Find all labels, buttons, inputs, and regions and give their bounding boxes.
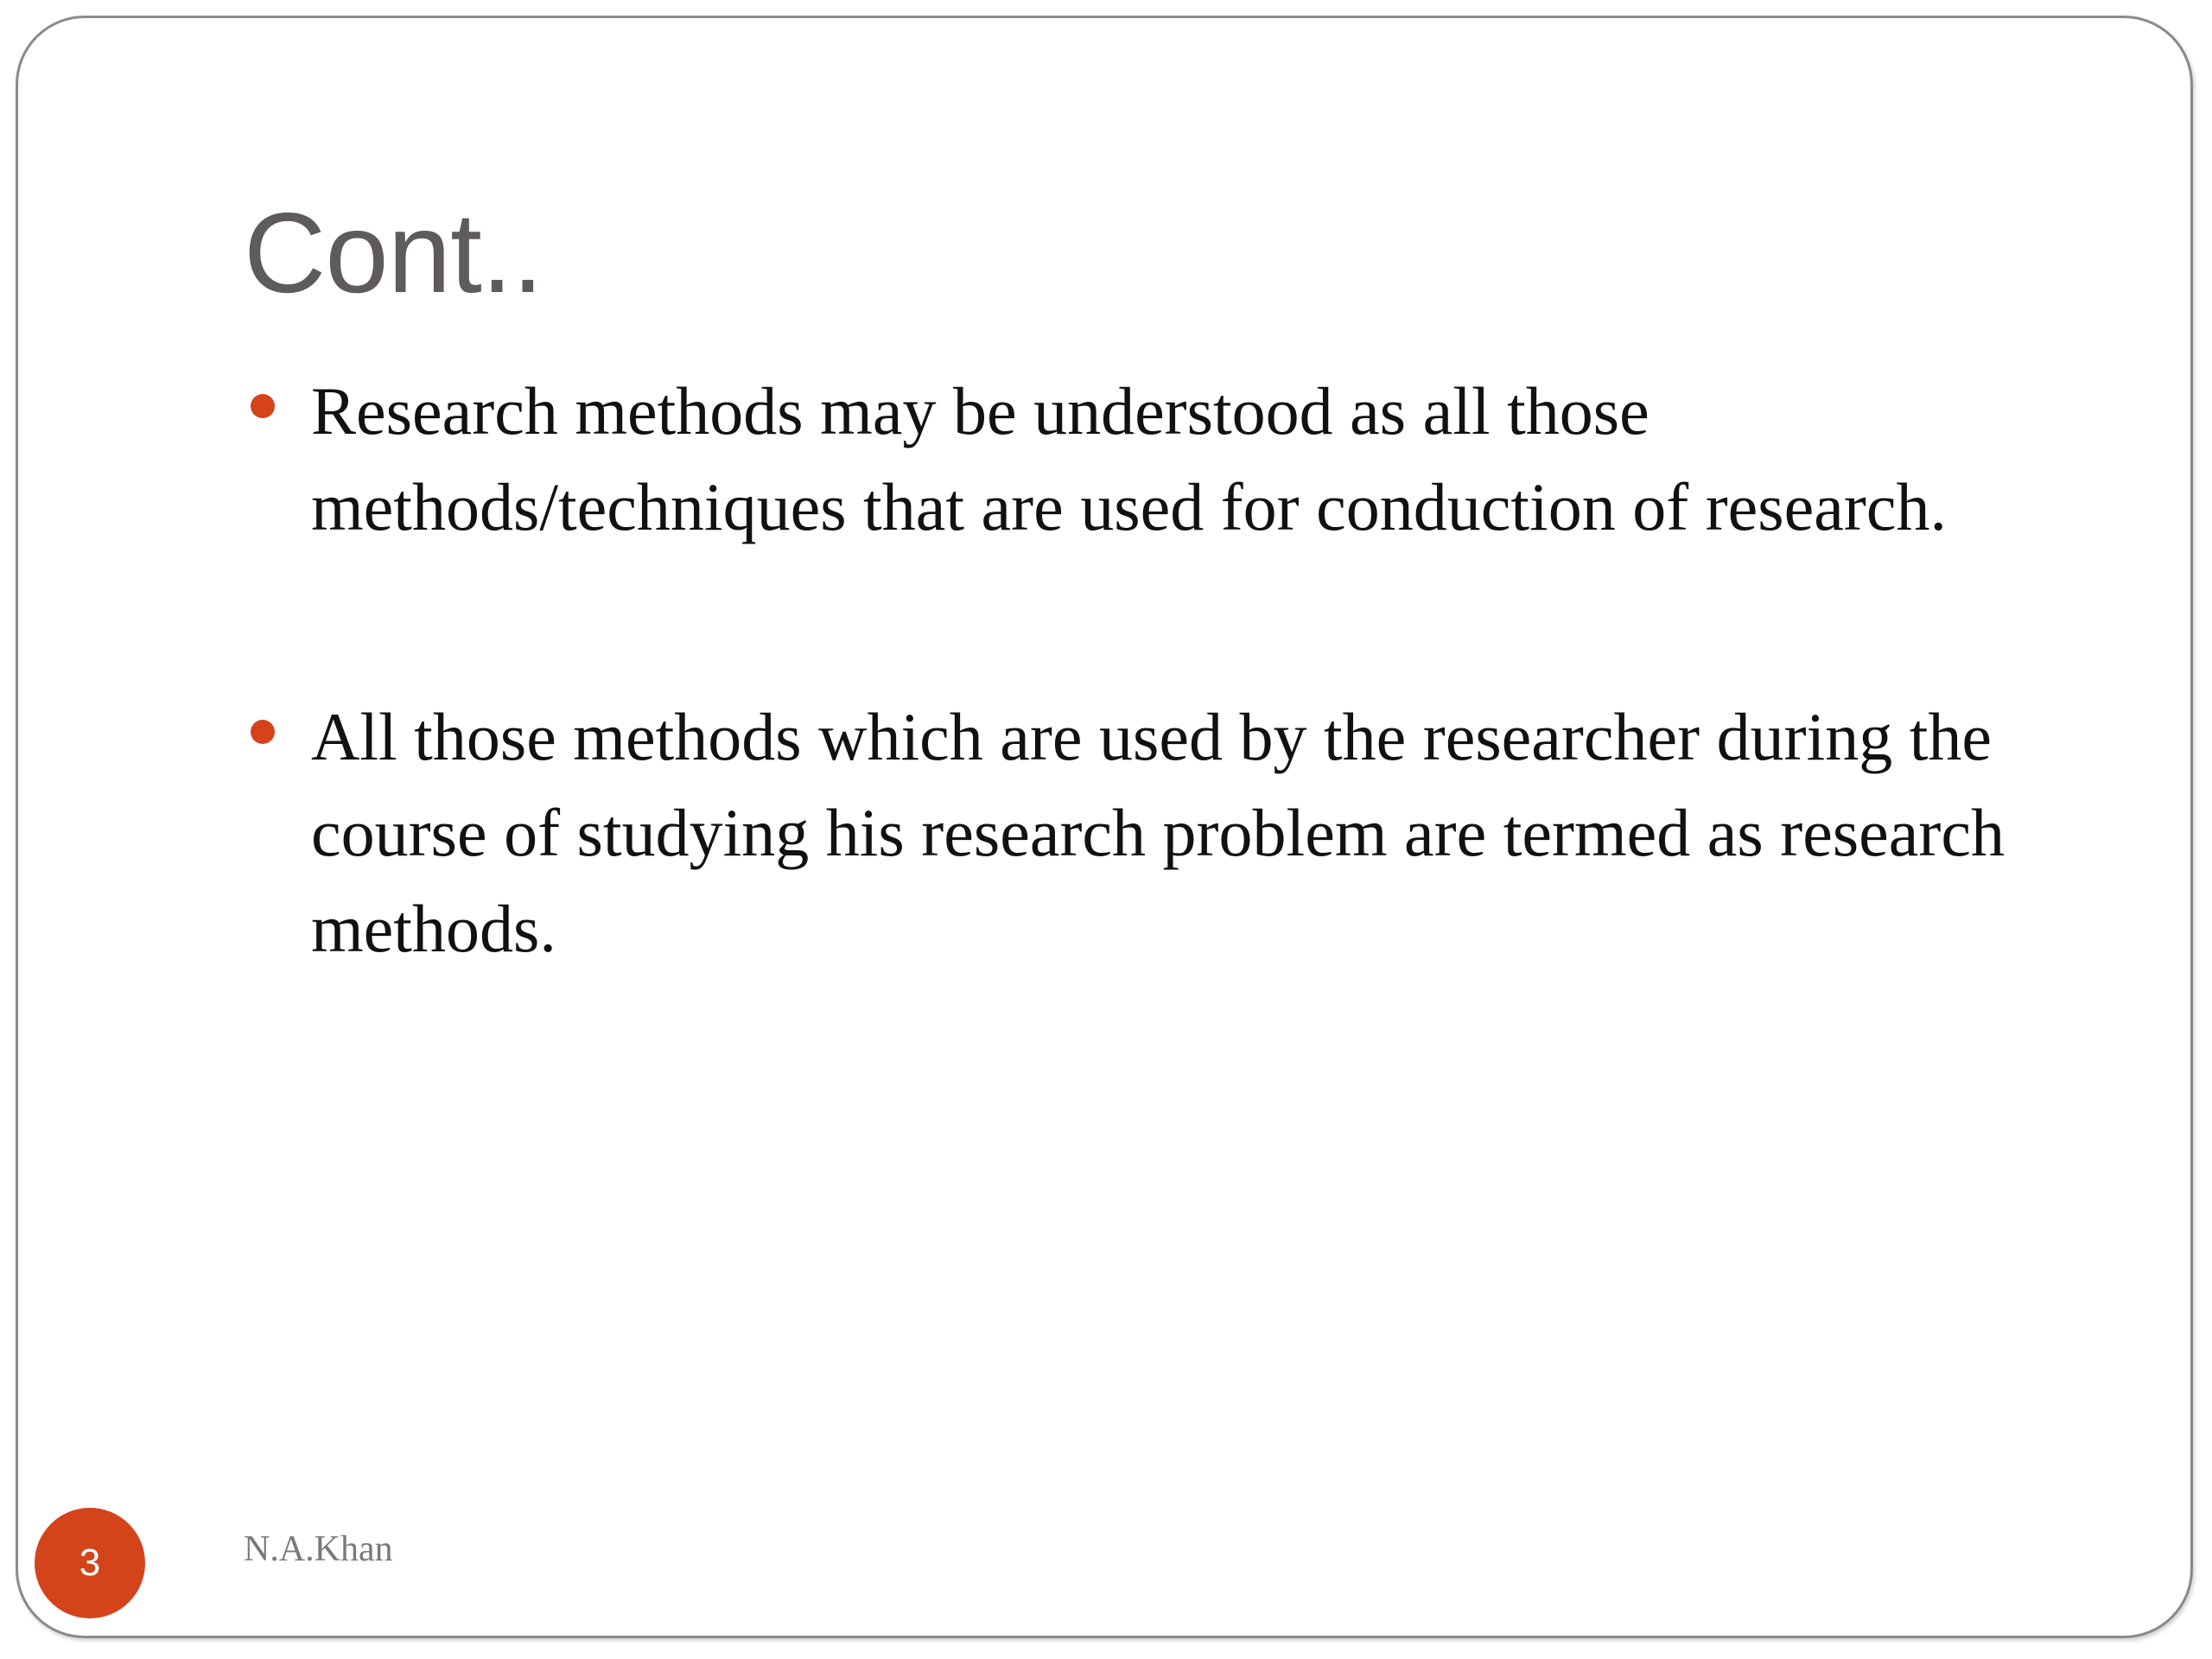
bullet-text: Research methods may be understood as all those methods/techniques that are used for conduction of research. [311,373,1947,544]
footer-author: N.A.Khan [244,1529,393,1569]
bullet-text: All those methods which are used by the researcher during the course of studying his research problem are termed as research methods. [311,699,2005,966]
bullet-dot-icon [251,394,275,418]
bullet-item [251,363,2065,555]
bullet-item [251,689,2065,976]
bullet-list [251,363,2065,976]
slide-number-badge: 3 [35,1508,145,1618]
bullet-dot-icon [251,720,275,744]
slide-title: Cont.. [244,189,543,316]
